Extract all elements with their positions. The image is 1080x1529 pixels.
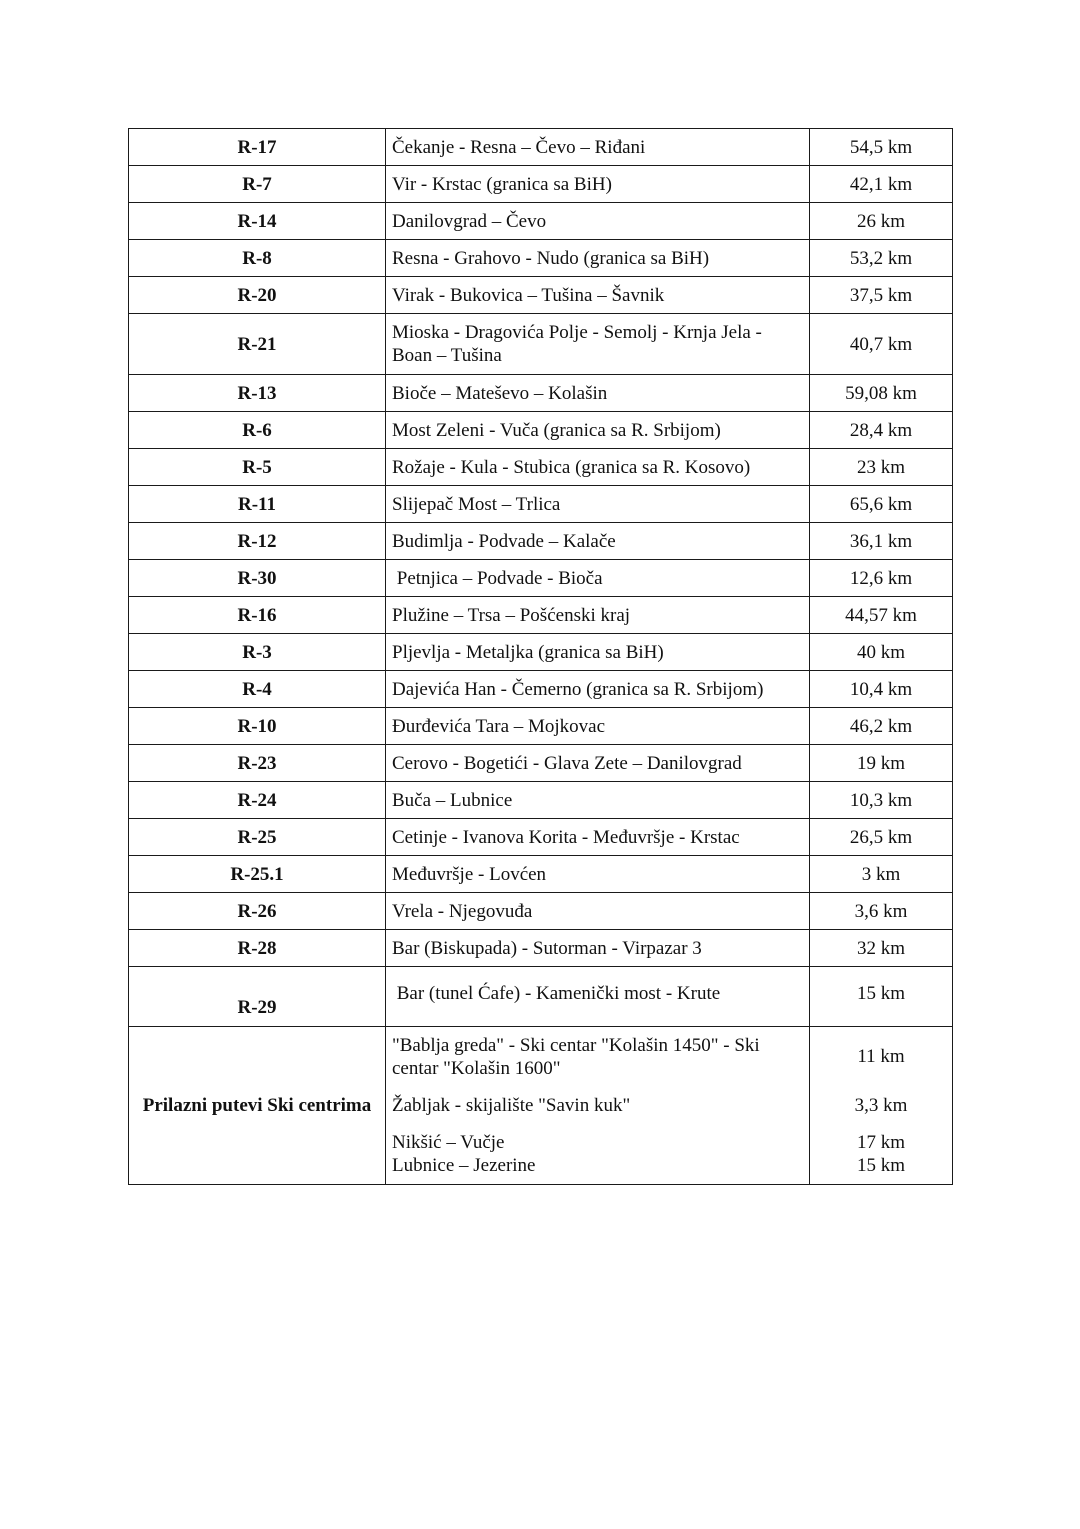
road-code: R-6	[129, 412, 386, 449]
road-route: Đurđevića Tara – Mojkovac	[386, 708, 810, 745]
road-code: R-26	[129, 893, 386, 930]
road-route: Vrela - Njegovuđa	[386, 893, 810, 930]
road-code: R-10	[129, 708, 386, 745]
road-code: R-25	[129, 819, 386, 856]
table-row	[129, 671, 953, 708]
road-length: 23 km	[810, 449, 953, 486]
road-code: R-5	[129, 449, 386, 486]
ski-access-row	[129, 1027, 953, 1185]
road-length: 10,4 km	[810, 671, 953, 708]
road-route: Bar (Biskupada) - Sutorman - Virpazar 3	[386, 930, 810, 967]
road-route: Petnjica – Podvade - Bioča	[386, 560, 810, 597]
road-length: 40 km	[810, 634, 953, 671]
road-length: 15 km	[810, 967, 953, 1027]
road-route: Bar (tunel Ćafe) - Kamenički most - Krute	[386, 967, 810, 1027]
road-code: R-7	[129, 166, 386, 203]
road-length: 3,6 km	[810, 893, 953, 930]
table-row	[129, 782, 953, 819]
ski-route: "Babljа greda" - Ski centar "Kolašin 1450" - Ski centar "Kolašin 1600"	[392, 1035, 760, 1079]
road-route: Međuvršje - Lovćen	[386, 856, 810, 893]
road-length: 32 km	[810, 930, 953, 967]
table-row	[129, 560, 953, 597]
table-row	[129, 523, 953, 560]
road-code: R-13	[129, 375, 386, 412]
road-length: 3 km	[810, 856, 953, 893]
road-length: 53,2 km	[810, 240, 953, 277]
table-row	[129, 375, 953, 412]
table-row	[129, 856, 953, 893]
ski-access-label: Prilazni putevi Ski centrima	[129, 1027, 386, 1185]
road-route: Cetinje - Ivanova Korita - Međuvršje - Krstac	[386, 819, 810, 856]
road-code: R-24	[129, 782, 386, 819]
road-route: Buča – Lubnice	[386, 782, 810, 819]
road-length: 46,2 km	[810, 708, 953, 745]
road-code: R-4	[129, 671, 386, 708]
road-route: Budimlja - Podvade – Kalače	[386, 523, 810, 560]
road-route: Mioska - Dragovića Polje - Semolj - Krnja Jela - Boan – Tušina	[386, 314, 810, 375]
road-route: Pljevlja - Metaljka (granica sa BiH)	[386, 634, 810, 671]
table-row	[129, 634, 953, 671]
road-route: Rožaje - Kula - Stubica (granica sa R. Kosovo)	[386, 449, 810, 486]
road-length: 37,5 km	[810, 277, 953, 314]
road-length: 54,5 km	[810, 129, 953, 166]
road-code: R-3	[129, 634, 386, 671]
road-route: Cerovo - Bogetići - Glava Zete – Danilovgrad	[386, 745, 810, 782]
road-code: R-28	[129, 930, 386, 967]
road-route: Vir - Krstac (granica sa BiH)	[386, 166, 810, 203]
road-length: 12,6 km	[810, 560, 953, 597]
table-row	[129, 240, 953, 277]
regional-roads-table	[128, 128, 953, 1185]
road-code: R-12	[129, 523, 386, 560]
road-code: R-29	[129, 967, 386, 1027]
ski-length: 17 km	[856, 1132, 906, 1153]
ski-length: 15 km	[856, 1155, 906, 1176]
road-route: Bioče – Mateševo – Kolašin	[386, 375, 810, 412]
road-length: 40,7 km	[810, 314, 953, 375]
table-row	[129, 819, 953, 856]
table-row	[129, 708, 953, 745]
road-route: Dajevića Han - Čemerno (granica sa R. Srbijom)	[386, 671, 810, 708]
road-length: 36,1 km	[810, 523, 953, 560]
road-length: 59,08 km	[810, 375, 953, 412]
road-code: R-14	[129, 203, 386, 240]
road-route: Plužine – Trsa – Pošćenski kraj	[386, 597, 810, 634]
table-row	[129, 314, 953, 375]
road-route: Resna - Grahovo - Nudo (granica sa BiH)	[386, 240, 810, 277]
table-row	[129, 166, 953, 203]
ski-route: Žabljak - skijalište "Savin kuk"	[392, 1095, 631, 1116]
road-route: Most Zeleni - Vuča (granica sa R. Srbijom)	[386, 412, 810, 449]
ski-length: 3,3 km	[854, 1095, 908, 1116]
road-code: R-25.1	[129, 856, 386, 893]
road-code: R-16	[129, 597, 386, 634]
road-code: R-23	[129, 745, 386, 782]
ski-route: Nikšić – Vučje	[392, 1132, 505, 1153]
road-code: R-21	[129, 314, 386, 375]
table-row	[129, 745, 953, 782]
ski-access-lengths	[810, 1027, 953, 1185]
road-length: 65,6 km	[810, 486, 953, 523]
road-code: R-11	[129, 486, 386, 523]
table-row	[129, 597, 953, 634]
road-code: R-17	[129, 129, 386, 166]
ski-access-routes	[386, 1027, 810, 1185]
road-length: 19 km	[810, 745, 953, 782]
road-length: 28,4 km	[810, 412, 953, 449]
table-row	[129, 129, 953, 166]
table-row	[129, 893, 953, 930]
road-code: R-8	[129, 240, 386, 277]
table-row	[129, 486, 953, 523]
road-code: R-30	[129, 560, 386, 597]
road-length: 26 km	[810, 203, 953, 240]
ski-route: Lubnice – Jezerine	[392, 1155, 536, 1176]
road-length: 26,5 km	[810, 819, 953, 856]
road-length: 10,3 km	[810, 782, 953, 819]
table-row	[129, 930, 953, 967]
table-row	[129, 203, 953, 240]
road-code: R-20	[129, 277, 386, 314]
road-length: 42,1 km	[810, 166, 953, 203]
road-route: Danilovgrad – Čevo	[386, 203, 810, 240]
road-length: 44,57 km	[810, 597, 953, 634]
road-route: Virak - Bukovica – Tušina – Šavnik	[386, 277, 810, 314]
ski-length: 11 km	[857, 1046, 905, 1067]
table-row	[129, 277, 953, 314]
table-row	[129, 449, 953, 486]
road-route: Slijepač Most – Trlica	[386, 486, 810, 523]
table-row	[129, 412, 953, 449]
table-row	[129, 967, 953, 1027]
road-route: Čekanje - Resna – Čevo – Riđani	[386, 129, 810, 166]
